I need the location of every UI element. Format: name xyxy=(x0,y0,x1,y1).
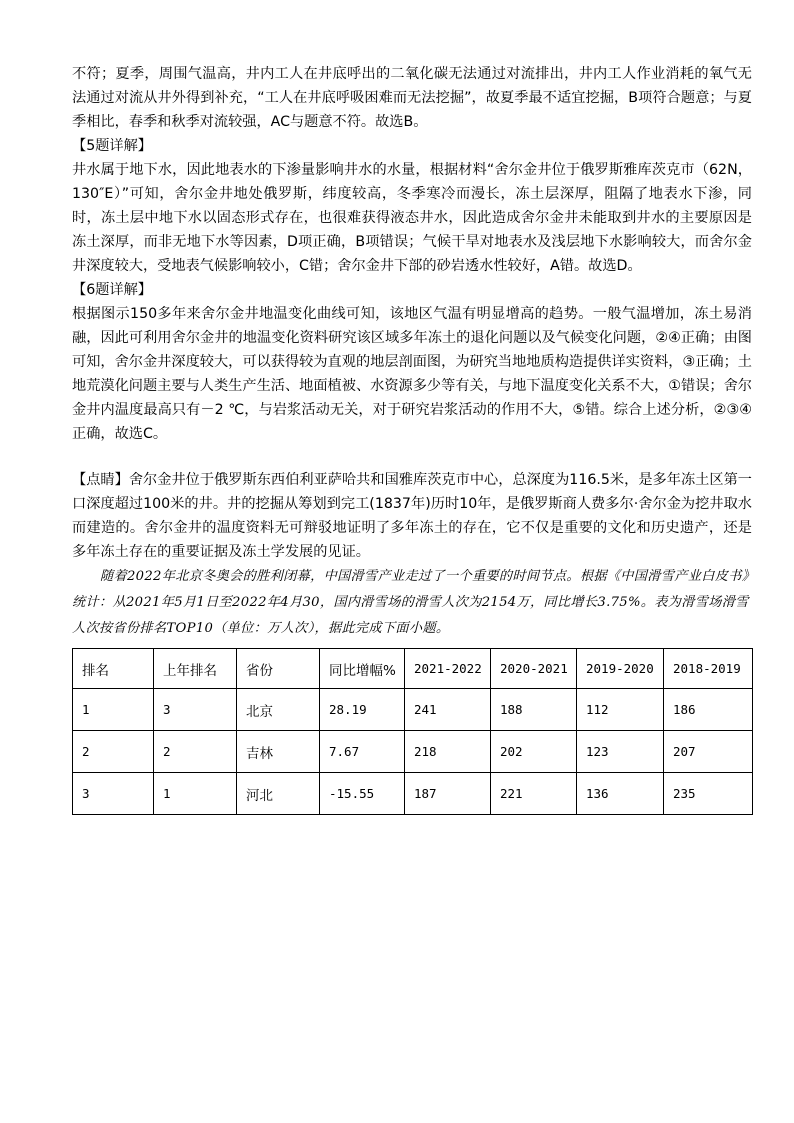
table-cell: 187 xyxy=(405,773,491,815)
table-header-row xyxy=(73,649,753,689)
table-cell: 202 xyxy=(491,731,577,773)
header-cell: 上年排名 xyxy=(154,649,237,689)
table-cell: 吉林 xyxy=(237,731,320,773)
header-cell: 同比增幅% xyxy=(320,649,405,689)
header-cell: 省份 xyxy=(237,649,320,689)
ski-ranking-table xyxy=(72,648,753,815)
table-cell: -15.55 xyxy=(320,773,405,815)
paragraph-q5: 井水属于地下水，因此地表水的下渗量影响井水的水量，根据材料“舍尔金井位于俄罗斯雅库茨克市（62N，130″E）”可知，舍尔金井地处俄罗斯，纬度较高，冬季寒冷而漫长，冻土层深厚，阻隔了地表水下渗，同时，冻土层中地下水以固态形式存在，也很难获得液态井水，因此造成舍尔金井未能取到井水的主要原因是冻土深厚，而非无地下水等因素，D项正确，B项错误；气候干旱对地表水及浅层地下水影响较大，而舍尔金井深度较大，受地表气候影响较小，C错；舍尔金井下部的砂岩透水性较好，A错。故选D。 xyxy=(72,162,752,274)
header-cell: 2018-2019 xyxy=(664,649,753,689)
table-cell: 河北 xyxy=(237,773,320,815)
header-cell: 2021-2022 xyxy=(405,649,491,689)
table-cell: 188 xyxy=(491,689,577,731)
table-cell: 28.19 xyxy=(320,689,405,731)
table-cell: 207 xyxy=(664,731,753,773)
table-cell: 北京 xyxy=(237,689,320,731)
spacer xyxy=(72,446,752,468)
heading-q5: 【5题详解】 xyxy=(72,138,152,154)
table-cell: 2 xyxy=(73,731,154,773)
table-cell: 7.67 xyxy=(320,731,405,773)
header-cell: 2020-2021 xyxy=(491,649,577,689)
table-cell: 3 xyxy=(73,773,154,815)
table-row xyxy=(73,773,753,815)
paragraph-ski-intro: 随着2022年北京冬奥会的胜利闭幕，中国滑雪产业走过了一个重要的时间节点。根据《中国滑雪产业白皮书》统计：从2021年5月1日至2022年4月30，国内滑雪场的滑雪人次为2154万，同比增长3.75%。表为滑雪场滑雪人次按省份排名TOP10（单位：万人次），据此完成下面小题。 xyxy=(72,569,749,636)
table-cell: 218 xyxy=(405,731,491,773)
table-cell: 221 xyxy=(491,773,577,815)
table-cell: 241 xyxy=(405,689,491,731)
header-cell: 2019-2020 xyxy=(577,649,664,689)
table-cell: 136 xyxy=(577,773,664,815)
heading-q6: 【6题详解】 xyxy=(72,282,152,298)
table-cell: 123 xyxy=(577,731,664,773)
table-cell: 3 xyxy=(154,689,237,731)
table-cell: 2 xyxy=(154,731,237,773)
header-cell: 排名 xyxy=(73,649,154,689)
paragraph-dianjing: 【点睛】舍尔金井位于俄罗斯东西伯利亚萨哈共和国雅库茨克市中心，总深度为116.5米，是多年冻土区第一口深度超过100米的井。井的挖掘从筹划到完工(1837年)历时10年，是俄罗斯商人费多尔·舍尔金为挖井取水而建造的。舍尔金井的温度资料无可辩驳地证明了多年冻土的存在，它不仅是重要的文化和历史遗产，还是多年冻土存在的重要证据及冻土学发展的见证。 xyxy=(72,472,752,560)
table-cell: 1 xyxy=(73,689,154,731)
table-row xyxy=(73,731,753,773)
paragraph-q6: 根据图示150多年来舍尔金井地温变化曲线可知，该地区气温有明显增高的趋势。一般气温增加，冻土易消融，因此可利用舍尔金井的地温变化资料研究该区域多年冻土的退化问题以及气候变化问题，②④正确；由图可知，舍尔金井深度较大，可以获得较为直观的地层剖面图，为研究当地地质构造提供详实资料，③正确；土地荒漠化问题主要与人类生产生活、地面植被、水资源多少等有关，与地下温度变化关系不大，①错误；舍尔金井内温度最高只有－2 ℃，与岩浆活动无关，对于研究岩浆活动的作用不大，⑤错。综合上述分析，②③④正确，故选C。 xyxy=(72,306,752,442)
table-cell: 235 xyxy=(664,773,753,815)
document-page xyxy=(72,62,752,815)
paragraph-q4-continued: 不符；夏季，周围气温高，井内工人在井底呼出的二氧化碳无法通过对流排出，井内工人作业消耗的氧气无法通过对流从井外得到补充，“工人在井底呼吸困难而无法挖掘”，故夏季最不适宜挖掘，B项符合题意；与夏季相比，春季和秋季对流较强，AC与题意不符。故选B。 xyxy=(72,66,752,130)
table-cell: 186 xyxy=(664,689,753,731)
table-cell: 112 xyxy=(577,689,664,731)
table-cell: 1 xyxy=(154,773,237,815)
table-row xyxy=(73,689,753,731)
